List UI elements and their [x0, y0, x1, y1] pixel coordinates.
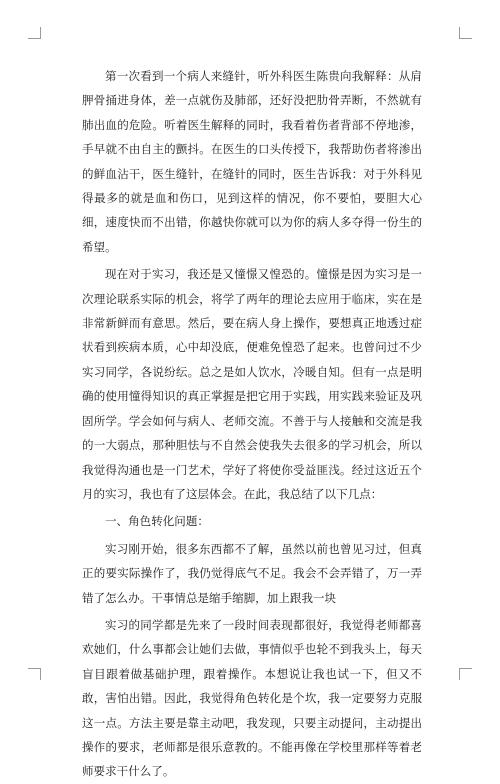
- crop-mark-top-left-h: [28, 38, 40, 39]
- paragraph-1: 第一次看到一个病人来缝针，听外科医生陈贵向我解释：从肩胛骨捅进身体，差一点就伤及肺部，还好没把肋骨弄断，不然就有肺出血的危险。听着医生解释的同时，我看着伤者背部不停地渗，手早就不由自主的颤抖。在医生的口头传授下，我帮助伤者将渗出的鲜血沾干，医生缝针，在缝针的同时，医生告诉我：对于外科见得最多的就是血和伤口，见到这样的情况，你不要怕，要胆大心细，速度快而不出错，你越快你就可以为你的病人多夺得一份生的希望。: [82, 69, 422, 254]
- section-heading-role-change: 一、角色转化问题：: [105, 514, 209, 529]
- crop-mark-top-right-v: [459, 27, 460, 39]
- paragraph-2: 现在对于实习，我还是又憧憬又惶恐的。憧憬是因为实习是一次理论联系实际的机会，将学了两年的理论去应用于临床，实在是非常新鲜而有意思。然后，要在病人身上操作，要想真正地透过症状看到疾病本质，心中却没底，便难免惶恐了起来。也曾问过不少实习同学，各说纷纭。总之是如人饮水，冷暖自知。但有一点是明确的使用憧得知识的真正掌握是把它用于实践，用实践来验证及巩固所学。学会如何与病人、老师交流。不善于与人接触和交流是我的一大弱点，那种胆怯与不自然会使我失去很多的学习机会，所以我觉得沟通也是一门艺术，学好了将使你受益匪浅。经过这近五个月的实习，我也有了这层体会。在此，我总结了以下几点：: [82, 267, 422, 501]
- crop-mark-top-left-v: [40, 27, 41, 39]
- crop-mark-bottom-right-h: [460, 668, 472, 669]
- paragraph-4: 实习的同学都是先来了一段时间表现都很好，我觉得老师都喜欢她们，什么事都会让她们去做，事情似乎也轮不到我头上，每天盲目跟着做基础护理，跟着操作。本想说让我也试一下，但又不敢，害怕出错。因此，我觉得角色转化是个坎，我一定要努力克服这一点。方法主要是靠主动吧，我发现，只要主动提问，主动提出操作的要求，老师都是很乐意教的。不能再像在学校里那样等着老师要求干什么了。: [82, 617, 422, 779]
- crop-mark-bottom-left-h: [28, 668, 40, 669]
- crop-mark-bottom-left-v: [40, 668, 41, 680]
- crop-mark-bottom-right-v: [459, 668, 460, 680]
- paragraph-3: 实习刚开始，很多东西都不了解，虽然以前也曾见习过，但真正的要实际操作了，我仍觉得底气不足。我会不会弄错了，万一弄错了怎么办。干事情总是缩手缩脚，加上跟我一块: [82, 541, 422, 605]
- crop-mark-top-right-h: [460, 38, 472, 39]
- document-body: [82, 64, 422, 784]
